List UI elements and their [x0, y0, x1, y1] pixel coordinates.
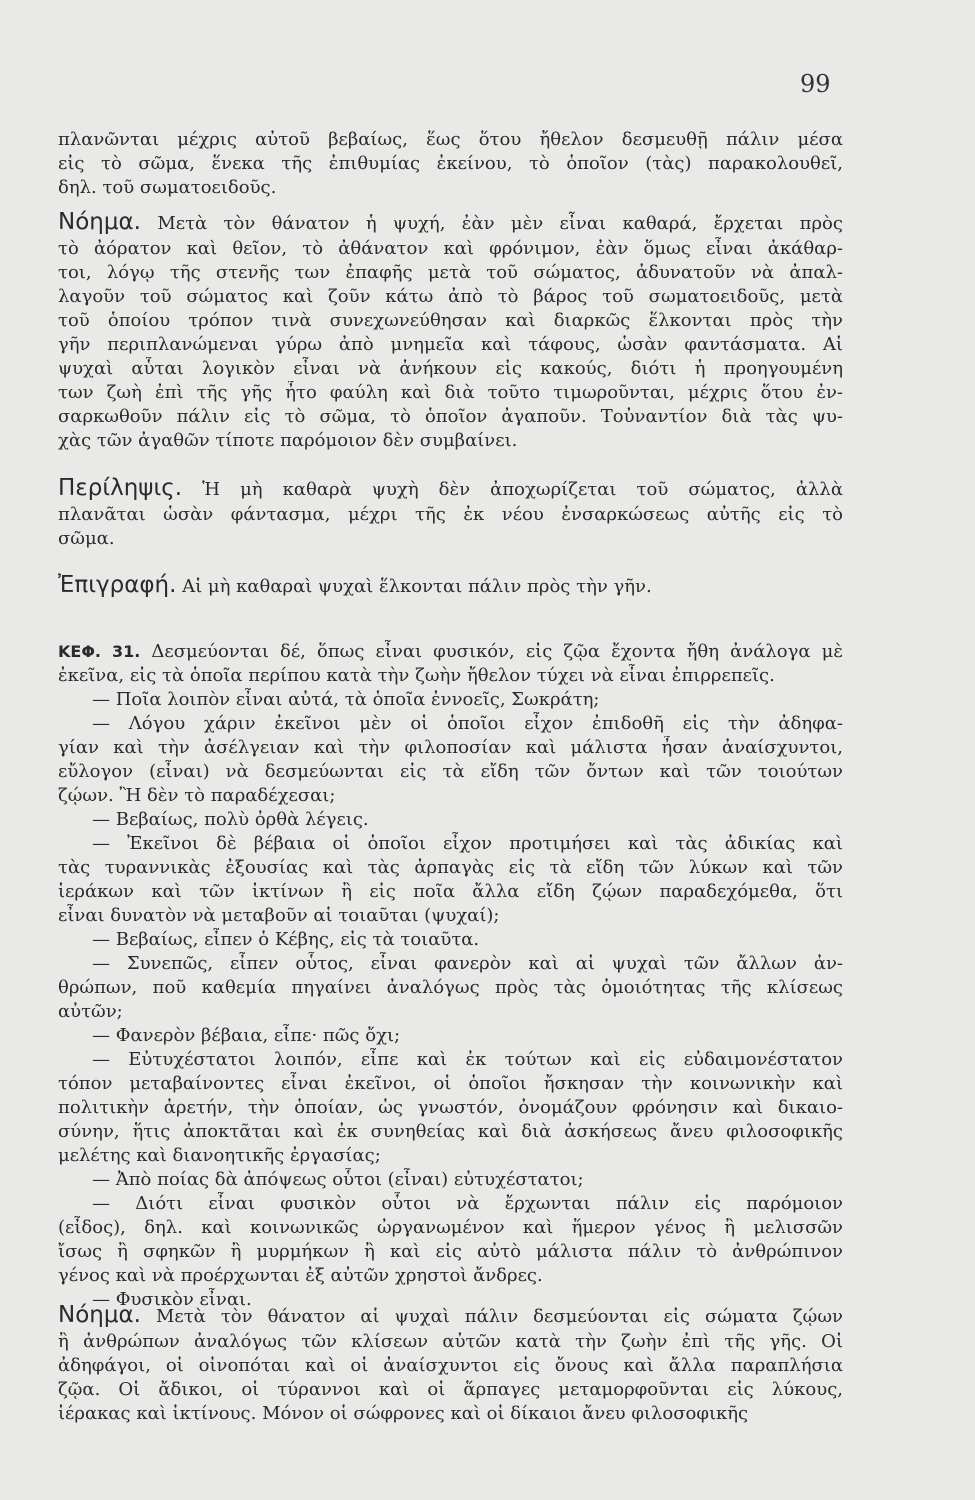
- text-line: των ζωὴ ἐπὶ τῆς γῆς ἦτο φαύλη καὶ διὰ τοῦτο τιμωροῦνται, μέχρις ὅτου ἐν-: [58, 382, 843, 403]
- text-line: ἢ ἀνθρώπων ἀναλόγως τῶν κλίσεων αὐτῶν κατὰ τὴν ζωὴν ἐπὶ τῆς γῆς. Οἱ: [58, 1331, 843, 1352]
- text-line: [58, 570, 843, 600]
- text-line: δηλ. τοῦ σωματοειδοῦς.: [58, 177, 277, 198]
- section-label: Περίληψις.: [58, 475, 183, 501]
- text-line: πλανῶνται μέχρις αὐτοῦ βεβαίως, ἕως ὅτου ἤθελον δεσμευθῇ πάλιν μέσα: [58, 129, 843, 150]
- dialogue-line: — Φυσικὸν εἶναι.: [92, 1289, 252, 1310]
- text-line: τοι, λόγῳ τῆς στενῆς των ἐπαφῆς μετὰ τοῦ σώματος, ἀδυνατοῦν νὰ ἀπαλ-: [58, 262, 843, 283]
- section-label: Νόημα.: [58, 1302, 141, 1328]
- text-line: σῶμα.: [58, 528, 115, 549]
- dialogue-line: — Ἐκεῖνοι δὲ βέβαια οἱ ὁποῖοι εἶχον προτιμήσει καὶ τὰς ἀδικίας καὶ: [92, 833, 843, 854]
- text-line: πολιτικὴν ἀρετήν, τὴν ὁποίαν, ὡς γνωστόν, ὀνομάζουν φρόνησιν καὶ δικαιο-: [58, 1097, 843, 1118]
- page-number: 99: [800, 70, 831, 98]
- text-line: [58, 640, 843, 664]
- intro-paragraph: [58, 128, 843, 200]
- text-line: (εἶδος), δηλ. καὶ κοινωνικῶς ὠργανωμένον καὶ ἥμερον γένος ἢ μελισσῶν: [58, 1217, 843, 1238]
- dialogue-line: — Ἀπὸ ποίας δὰ ἀπόψεως οὗτοι (εἶναι) εὐτυχέστατοι;: [92, 1169, 584, 1190]
- text-line: λαγοῦν τοῦ σώματος καὶ ζοῦν κάτω ἀπὸ τὸ βάρος τοῦ σωματοειδοῦς, μετὰ: [58, 286, 843, 307]
- text-segment: Ἡ μὴ καθαρὰ ψυχὴ δὲν ἀποχωρίζεται τοῦ σώματος, ἀλλὰ: [202, 479, 843, 500]
- chapter-31: [58, 640, 843, 1312]
- text-line: αὐτῶν;: [58, 1001, 123, 1022]
- text-line: θρώπων, ποῦ καθεμία πηγαίνει ἀναλόγως πρὸς τὰς ὁμοιότητας τῆς κλίσεως: [58, 977, 843, 998]
- text-line: ζῴων. Ἢ δὲν τὸ παραδέχεσαι;: [58, 785, 336, 806]
- section-label: Νόημα.: [58, 209, 141, 235]
- text-line: πλανᾶται ὡσὰν φάντασμα, μέχρι τῆς ἐκ νέου ἐνσαρκώσεως αὐτῆς εἰς τὸ: [58, 504, 843, 525]
- dialogue-line: — Ποῖα λοιπὸν εἶναι αὐτά, τὰ ὁποῖα ἐννοεῖς, Σωκράτη;: [92, 689, 600, 710]
- dialogue-line: — Εὐτυχέστατοι λοιπόν, εἶπε καὶ ἐκ τούτων καὶ εἰς εὐδαιμονέστατον: [92, 1049, 843, 1070]
- dialogue-line: — Φανερὸν βέβαια, εἶπε· πῶς ὄχι;: [92, 1025, 401, 1046]
- text-line: [58, 473, 843, 503]
- noima-paragraph-1: [58, 207, 843, 453]
- noima-paragraph-2: [58, 1300, 843, 1426]
- epigrafi-paragraph: [58, 570, 843, 600]
- text-segment: Αἱ μὴ καθαραὶ ψυχαὶ ἕλκονται πάλιν πρὸς τὴν γῆν.: [182, 576, 652, 597]
- dialogue-line: — Λόγου χάριν ἐκεῖνοι μὲν οἱ ὁποῖοι εἶχον ἐπιδοθῆ εἰς τὴν ἀδηφα-: [92, 713, 843, 734]
- perilipsis-paragraph: [58, 473, 843, 551]
- dialogue-line: — Βεβαίως, εἶπεν ὁ Κέβης, εἰς τὰ τοιαῦτα.: [92, 929, 480, 950]
- dialogue-line: — Διότι εἶναι φυσικὸν οὗτοι νὰ ἔρχωνται πάλιν εἰς παρόμοιον: [92, 1193, 843, 1214]
- text-line: ἴσως ἢ σφηκῶν ἢ μυρμήκων ἢ καὶ εἰς αὐτὸ μάλιστα πάλιν τὸ ἀνθρώπινον: [58, 1241, 843, 1262]
- dialogue-line: — Συνεπῶς, εἶπεν οὗτος, εἶναι φανερὸν καὶ αἱ ψυχαὶ τῶν ἄλλων ἀν-: [92, 953, 843, 974]
- text-line: τὰς τυραννικὰς ἐξουσίας καὶ τὰς ἁρπαγὰς εἰς τὰ εἴδη τῶν λύκων καὶ τῶν: [58, 857, 843, 878]
- text-line: [58, 207, 843, 237]
- text-line: ἱέρακας καὶ ἰκτίνους. Μόνον οἱ σώφρονες καὶ οἱ δίκαιοι ἄνευ φιλοσοφικῆς: [58, 1403, 749, 1424]
- text-line: ἀδηφάγοι, οἱ οἰνοπόται καὶ οἱ ἀναίσχυντοι εἰς ὄνους καὶ ἄλλα παραπλήσια: [58, 1355, 843, 1376]
- text-line: ψυχαὶ αὗται λογικὸν εἶναι νὰ ἀνήκουν εἰς κακούς, διότι ἡ προηγουμένη: [58, 358, 843, 379]
- text-line: τόπον μεταβαίνοντες εἶναι ἐκεῖνοι, οἱ ὁποῖοι ἤσκησαν τὴν κοινωνικὴν καὶ: [58, 1073, 843, 1094]
- chapter-label: ΚΕΦ. 31.: [58, 642, 141, 661]
- text-line: γένος καὶ νὰ προέρχωνται ἐξ αὐτῶν χρηστοὶ ἄνδρες.: [58, 1265, 543, 1286]
- text-line: ζῷα. Οἱ ἄδικοι, οἱ τύραννοι καὶ οἱ ἅρπαγες μεταμορφοῦνται εἰς λύκους,: [58, 1379, 843, 1400]
- text-line: τοῦ ὁποίου τρόπον τινὰ συνεχωνεύθησαν καὶ διαρκῶς ἕλκονται πρὸς τὴν: [58, 310, 843, 331]
- text-line: γῆν περιπλανώμεναι γύρω ἀπὸ μνημεῖα καὶ τάφους, ὡσὰν φαντάσματα. Αἱ: [58, 334, 843, 355]
- text-line: ἱεράκων καὶ τῶν ἰκτίνων ἢ εἰς ποῖα ἄλλα εἴδη ζῴων παραδεχόμεθα, ὅτι: [58, 881, 843, 902]
- text-segment: Μετὰ τὸν θάνατον ἡ ψυχή, ἐὰν μὲν εἶναι καθαρά, ἔρχεται πρὸς: [157, 213, 843, 234]
- section-label: Ἐπιγραφή.: [58, 572, 177, 598]
- text-line: σύνην, ἥτις ἀποκτᾶται καὶ ἐκ συνηθείας καὶ διὰ ἀσκήσεως ἄνευ φιλοσοφικῆς: [58, 1121, 843, 1142]
- dialogue-line: — Βεβαίως, πολὺ ὀρθὰ λέγεις.: [92, 809, 369, 830]
- text-line: ἐκεῖνα, εἰς τὰ ὁποῖα περίπου κατὰ τὴν ζωὴν ἤθελον τύχει νὰ εἶναι ἐπιρρεπεῖς.: [58, 665, 775, 686]
- text-line: μελέτης καὶ διανοητικῆς ἐργασίας;: [58, 1145, 381, 1166]
- text-line: εὔλογον (εἶναι) νὰ δεσμεύωνται εἰς τὰ εἴδη τῶν ὄντων καὶ τῶν τοιούτων: [58, 761, 843, 782]
- text-segment: Μετὰ τὸν θάνατον αἱ ψυχαὶ πάλιν δεσμεύονται εἰς σώματα ζῴων: [155, 1306, 843, 1327]
- text-line: εἰς τὸ σῶμα, ἕνεκα τῆς ἐπιθυμίας ἐκείνου, τὸ ὁποῖον (τὰς) παρακολουθεῖ,: [58, 153, 843, 174]
- text-line: τὸ ἀόρατον καὶ θεῖον, τὸ ἀθάνατον καὶ φρόνιμον, ἐὰν ὅμως εἶναι ἀκάθαρ-: [58, 238, 843, 259]
- text-line: γίαν καὶ τὴν ἀσέλγειαν καὶ τὴν φιλοποσίαν καὶ μάλιστα ἦσαν ἀναίσχυντοι,: [58, 737, 843, 758]
- text-line: [58, 1300, 843, 1330]
- text-segment: Δεσμεύονται δέ, ὅπως εἶναι φυσικόν, εἰς ζῷα ἔχοντα ἤθη ἀνάλογα μὲ: [151, 641, 843, 662]
- text-line: χὰς τῶν ἀγαθῶν τίποτε παρόμοιον δὲν συμβαίνει.: [58, 430, 518, 451]
- text-line: σαρκωθοῦν πάλιν εἰς τὸ σῶμα, τὸ ὁποῖον ἀγαποῦν. Τοὐναντίον διὰ τὰς ψυ-: [58, 406, 843, 427]
- text-line: εἶναι δυνατὸν νὰ μεταβοῦν αἱ τοιαῦται (ψυχαί);: [58, 905, 500, 926]
